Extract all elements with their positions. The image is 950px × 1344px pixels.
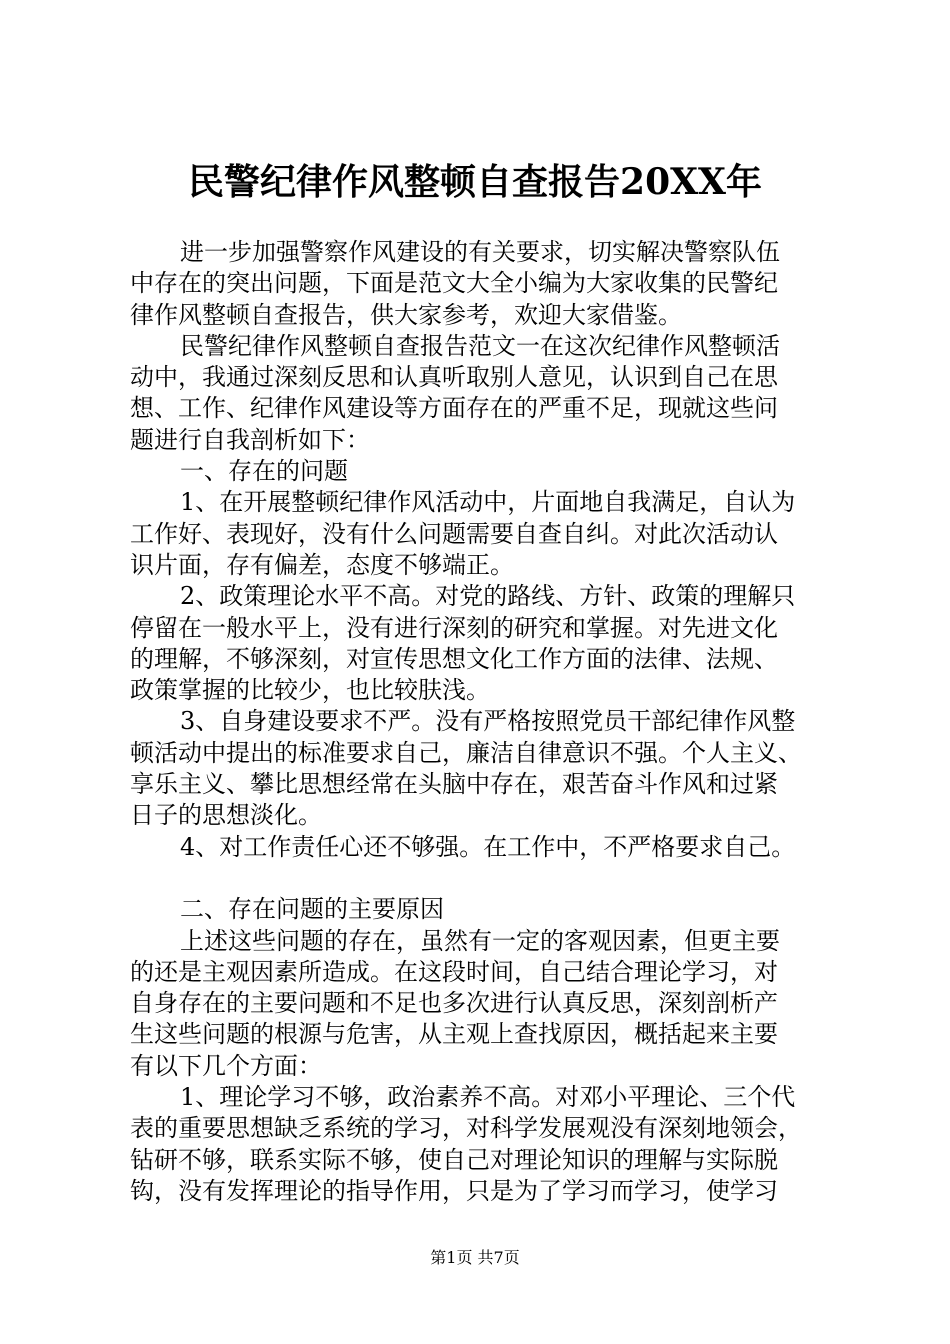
paragraph-line: 有以下几个方面： [130, 1051, 322, 1080]
document-body [130, 237, 830, 1207]
section-heading: 一、存在的问题 [180, 457, 348, 486]
blank-line [130, 863, 830, 894]
paragraph-line: 想、工作、纪律作风建设等方面存在的严重不足，现就这些问 [130, 394, 778, 423]
page-number: 第1页 共7页 [430, 1248, 520, 1267]
paragraph-line: 钻研不够，联系实际不够，使自己对理论知识的理解与实际脱 [130, 1145, 778, 1174]
paragraph-line: 生这些问题的根源与危害，从主观上查找原因，概括起来主要 [130, 1020, 778, 1049]
paragraph-line: 日子的思想淡化。 [130, 801, 322, 830]
paragraph-line: 的还是主观因素所造成。在这段时间，自己结合理论学习，对 [130, 957, 778, 986]
paragraph-line: 享乐主义、攀比思想经常在头脑中存在，艰苦奋斗作风和过紧 [130, 770, 778, 799]
paragraph-line: 3、自身建设要求不严。没有严格按照党员干部纪律作风整 [180, 707, 796, 736]
paragraph-line: 题进行自我剖析如下： [130, 425, 370, 454]
paragraph-line: 的理解，不够深刻，对宣传思想文化工作方面的法律、法规、 [130, 644, 778, 673]
paragraph-line: 钩，没有发挥理论的指导作用，只是为了学习而学习，使学习 [130, 1176, 778, 1205]
paragraph-line: 停留在一般水平上，没有进行深刻的研究和掌握。对先进文化 [130, 613, 778, 642]
paragraph-line: 4、对工作责任心还不够强。在工作中，不严格要求自己。 [180, 832, 796, 861]
paragraph-line: 2、政策理论水平不高。对党的路线、方针、政策的理解只 [180, 582, 796, 611]
paragraph-line: 律作风整顿自查报告，供大家参考，欢迎大家借鉴。 [130, 300, 682, 329]
page-title: 民警纪律作风整顿自查报告20XX年 [188, 161, 762, 203]
paragraph-line: 工作好、表现好，没有什么问题需要自查自纠。对此次活动认 [130, 519, 778, 548]
paragraph-line: 表的重要思想缺乏系统的学习，对科学发展观没有深刻地领会， [130, 1114, 802, 1143]
paragraph-line: 中存在的突出问题，下面是范文大全小编为大家收集的民警纪 [130, 269, 778, 298]
paragraph-line: 动中，我通过深刻反思和认真听取别人意见，认识到自己在思 [130, 363, 778, 392]
section-heading: 二、存在问题的主要原因 [180, 895, 444, 924]
paragraph-line: 1、理论学习不够，政治素养不高。对邓小平理论、三个代 [180, 1083, 796, 1112]
paragraph-line: 1、在开展整顿纪律作风活动中，片面地自我满足，自认为 [180, 488, 796, 517]
paragraph-line: 进一步加强警察作风建设的有关要求，切实解决警察队伍 [180, 238, 780, 266]
paragraph-line: 自身存在的主要问题和不足也多次进行认真反思，深刻剖析产 [130, 989, 778, 1018]
paragraph-line: 识片面，存有偏差，态度不够端正。 [130, 550, 514, 579]
paragraph-line: 顿活动中提出的标准要求自己，廉洁自律意识不强。个人主义、 [130, 738, 802, 767]
paragraph-line: 政策掌握的比较少，也比较肤浅。 [130, 676, 490, 705]
paragraph-line: 民警纪律作风整顿自查报告范文一在这次纪律作风整顿活 [180, 331, 780, 360]
paragraph-line: 上述这些问题的存在，虽然有一定的客观因素，但更主要 [180, 926, 780, 955]
